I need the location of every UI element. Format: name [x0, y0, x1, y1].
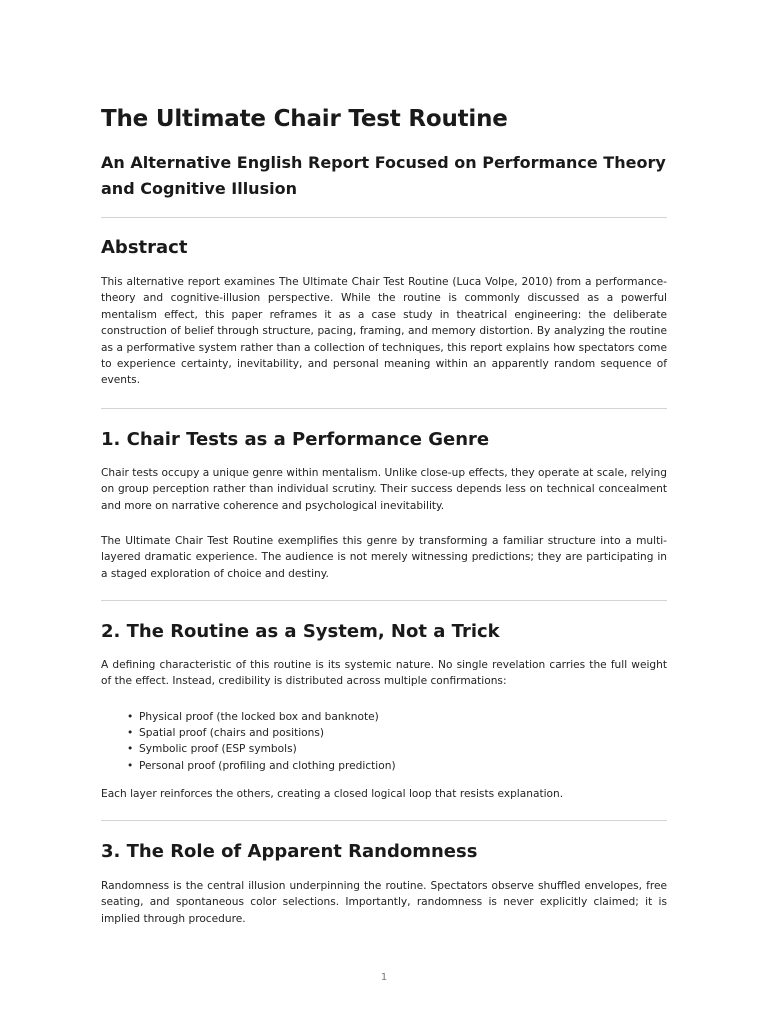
- list-item-text: Physical proof (the locked box and banknote): [139, 711, 379, 723]
- proof-list: [101, 709, 667, 774]
- list-item: [101, 741, 667, 757]
- list-item: [101, 725, 667, 741]
- list-item: [101, 758, 667, 774]
- section-1-paragraph-1: Chair tests occupy a unique genre within mentalism. Unlike close-up effects, they operate at scale, relying on group perception rather than individual scrutiny. Their success depends less on technical concealment and more on narrative coherence and psychological inevitability.: [101, 467, 667, 512]
- bullet-icon: •: [127, 727, 134, 740]
- section-1-heading: 1. Chair Tests as a Performance Genre: [101, 429, 490, 450]
- divider: [101, 217, 667, 218]
- divider: [101, 820, 667, 821]
- bullet-icon: •: [127, 759, 134, 772]
- document-subtitle: An Alternative English Report Focused on Performance Theory and Cognitive Illusion: [101, 153, 666, 198]
- section-3-heading: 3. The Role of Apparent Randomness: [101, 841, 478, 862]
- divider: [101, 600, 667, 601]
- bullet-icon: •: [127, 711, 134, 723]
- bullet-icon: •: [127, 743, 134, 756]
- section-3-paragraph-1: Randomness is the central illusion underpinning the routine. Spectators observe shuffled envelopes, free seating, and spontaneous color selections. Importantly, randomness is never explicitly claimed; it is implied through procedure.: [101, 880, 667, 925]
- document-title: The Ultimate Chair Test Routine: [101, 106, 508, 132]
- divider: [101, 408, 667, 409]
- list-item: [101, 709, 667, 725]
- section-1-paragraph-2: The Ultimate Chair Test Routine exemplifies this genre by transforming a familiar structure into a multi-layered dramatic experience. The audience is not merely witnessing predictions; they are participating in a staged exploration of choice and destiny.: [101, 535, 667, 580]
- abstract-heading: Abstract: [101, 237, 188, 258]
- section-2-paragraph-2: Each layer reinforces the others, creating a closed logical loop that resists explanation.: [101, 788, 564, 800]
- list-item-text: Personal proof (profiling and clothing prediction): [139, 759, 396, 772]
- page-number: 1: [380, 972, 388, 983]
- section-2-heading: 2. The Routine as a System, Not a Trick: [101, 621, 500, 642]
- list-item-text: Spatial proof (chairs and positions): [139, 727, 325, 740]
- list-item-text: Symbolic proof (ESP symbols): [139, 743, 297, 756]
- abstract-text: This alternative report examines The Ultimate Chair Test Routine (Luca Volpe, 2010) from a performance-theory and cognitive-illusion perspective. While the routine is commonly discussed as a powerful mentalism effect, this paper reframes it as a case study in theatrical engineering: the deliberate construction of belief through structure, pacing, framing, and memory distortion. By analyzing the routine as a performative system rather than a collection of techniques, this report explains how spectators come to experience certainty, inevitability, and personal meaning within an apparently random sequence of events.: [101, 276, 667, 387]
- section-2-paragraph-1: A defining characteristic of this routine is its systemic nature. No single revelation carries the full weight of the effect. Instead, credibility is distributed across multiple confirmations:: [101, 659, 667, 688]
